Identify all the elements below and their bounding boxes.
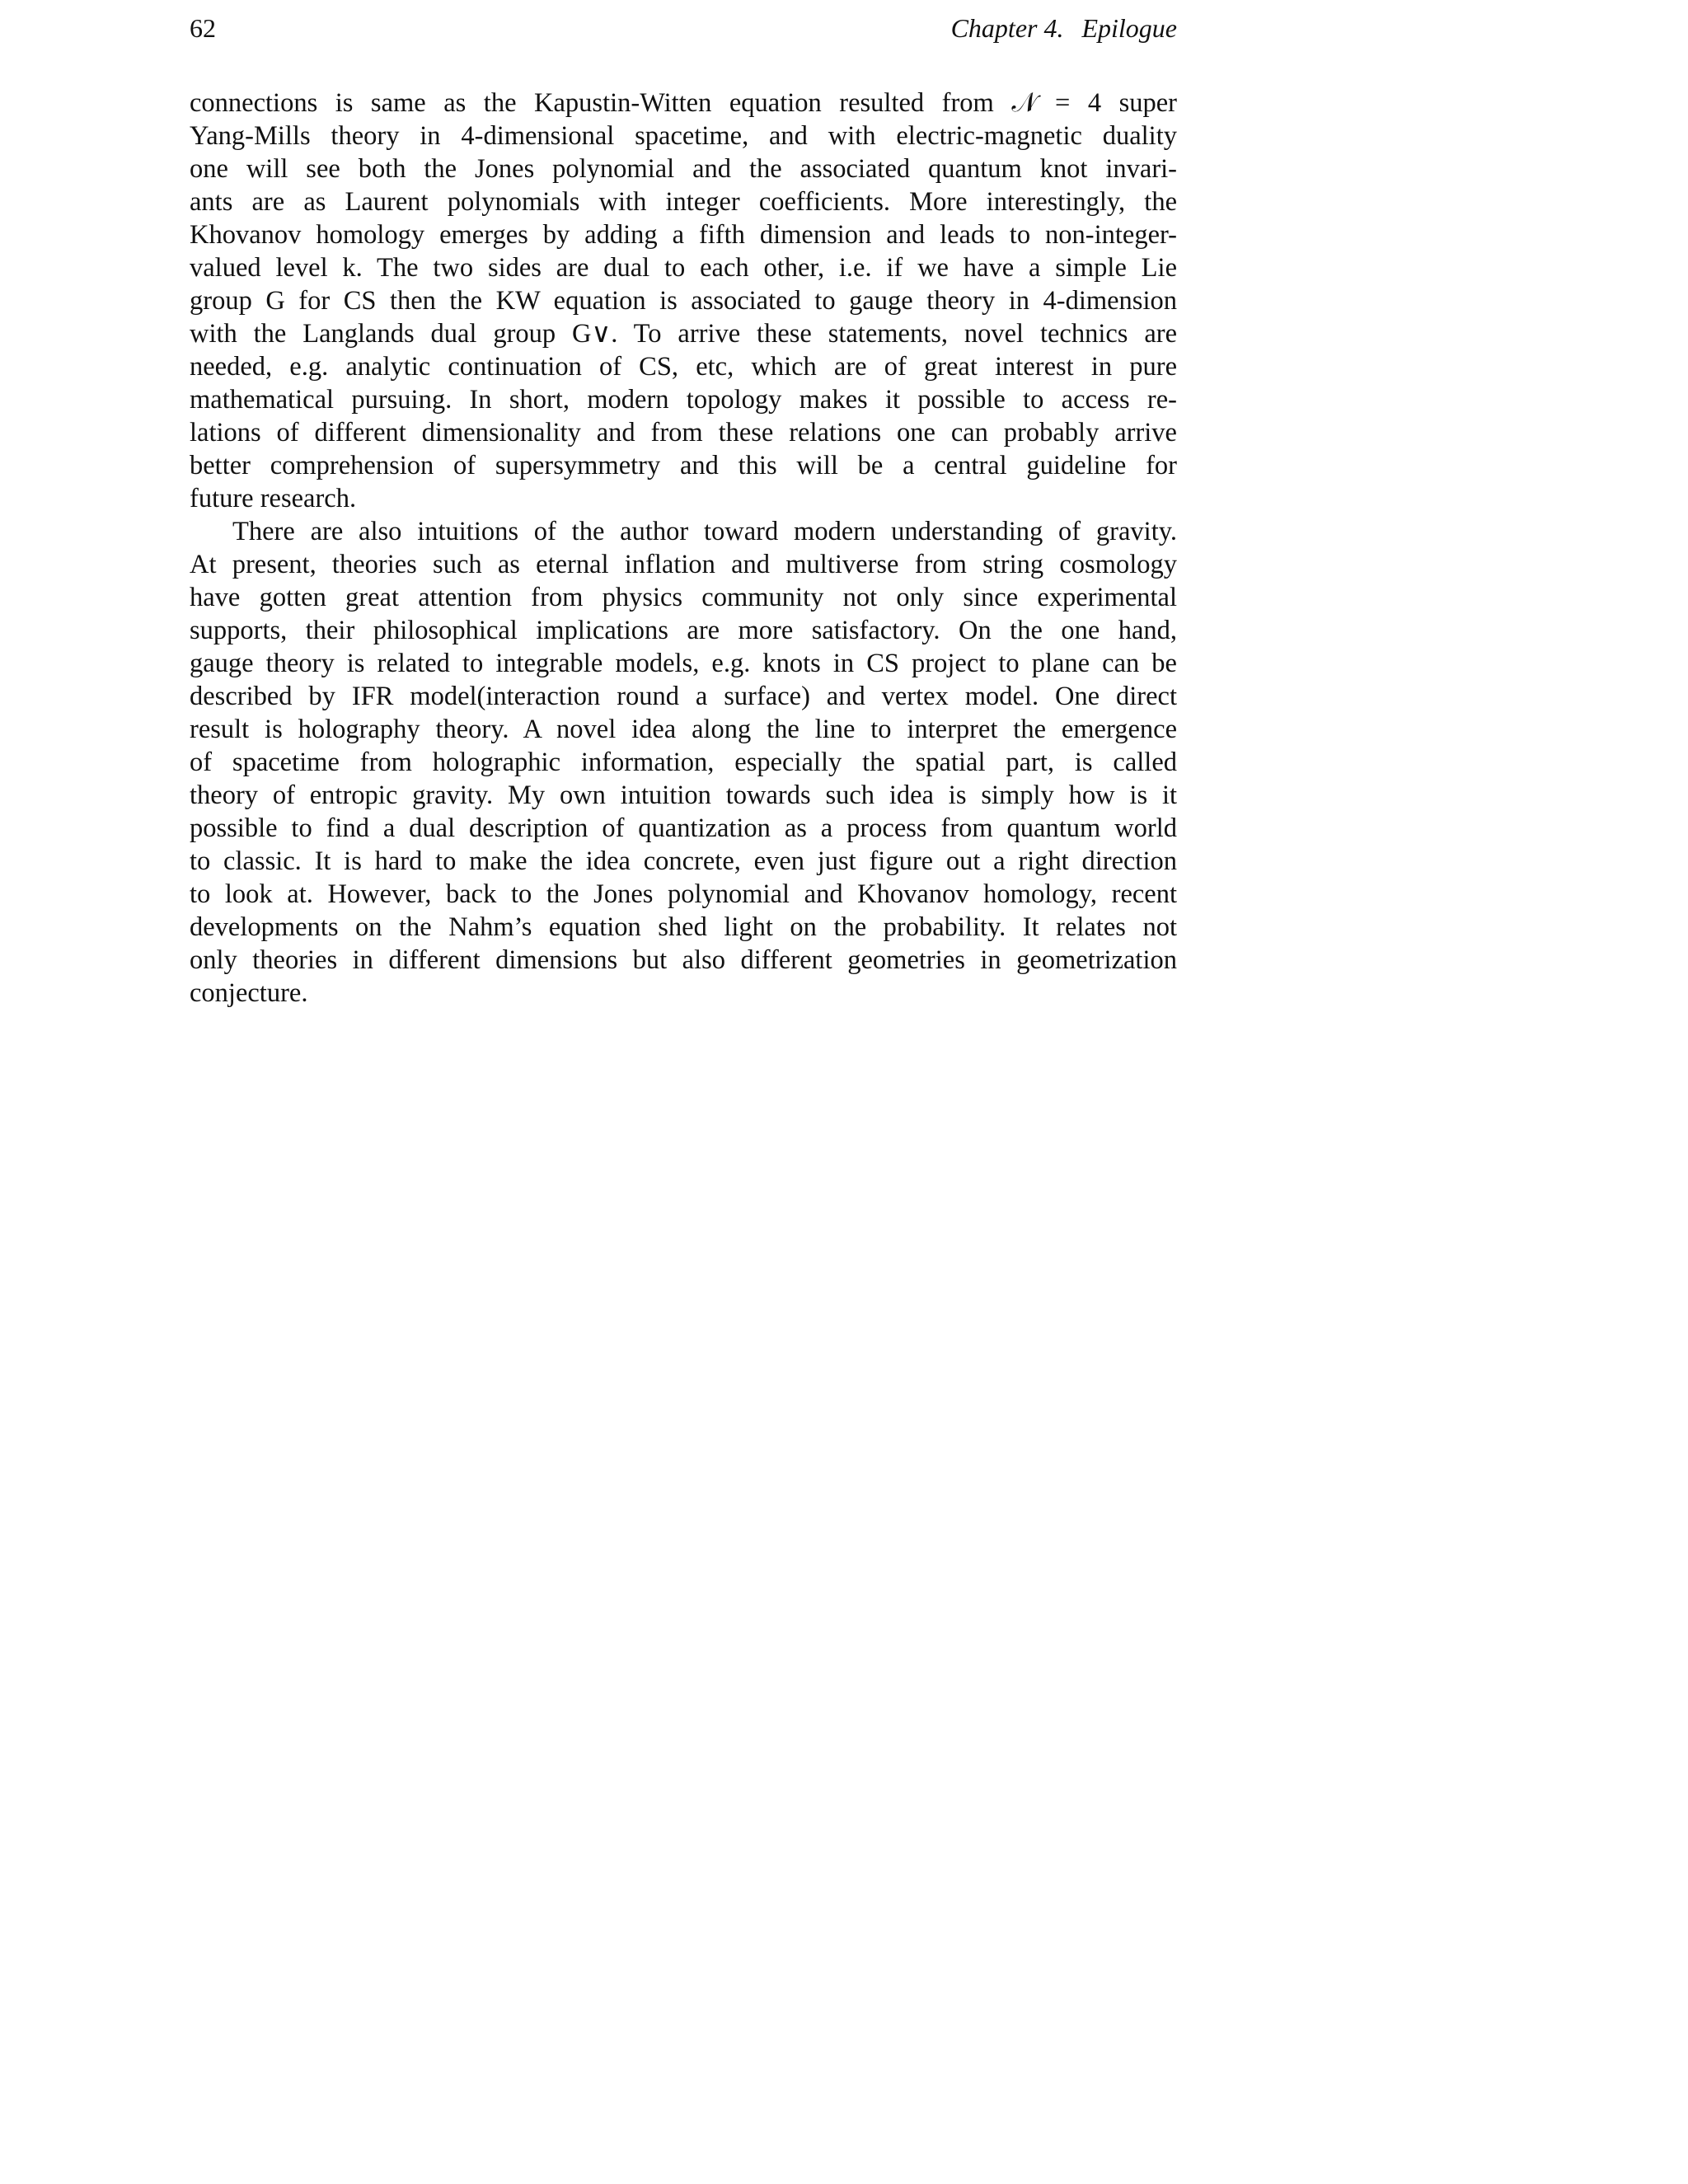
text-line: theory of entropic gravity. My own intuition towards such idea is simply how is it: [190, 780, 1177, 810]
text-line: future research.: [190, 484, 357, 513]
text-line: gauge theory is related to integrable models, e.g. knots in CS project to plane can be: [190, 649, 1177, 678]
text-line: needed, e.g. analytic continuation of CS, etc, which are of great interest in pure: [190, 352, 1177, 382]
running-head: [190, 8, 1177, 49]
text-line: conjecture.: [190, 978, 308, 1008]
text-line: one will see both the Jones polynomial and the associated quantum knot invari-: [190, 154, 1177, 184]
text-line: to classic. It is hard to make the idea concrete, even just figure out a right direction: [190, 846, 1177, 876]
chapter-heading: [951, 8, 1177, 48]
page-number: 62: [190, 13, 216, 43]
paragraph-1: [190, 87, 1177, 515]
text-line: Yang-Mills theory in 4-dimensional spacetime, and with electric-magnetic duality: [190, 121, 1177, 151]
text-line: valued level k. The two sides are dual to each other, i.e. if we have a simple Lie: [190, 253, 1177, 283]
text-line: mathematical pursuing. In short, modern topology makes it possible to access re-: [190, 385, 1177, 415]
text-line: There are also intuitions of the author toward modern understanding of gravity.: [232, 517, 1177, 546]
text-line: described by IFR model(interaction round a surface) and vertex model. One direct: [190, 682, 1177, 711]
text-line: to look at. However, back to the Jones polynomial and Khovanov homology, recent: [190, 879, 1177, 909]
paragraph-2: [190, 515, 1177, 1010]
text-line: At present, theories such as eternal inflation and multiverse from string cosmology: [190, 550, 1177, 579]
text-line: developments on the Nahm’s equation shed light on the probability. It relates not: [190, 912, 1177, 942]
text-line: ants are as Laurent polynomials with integer coefficients. More interestingly, the: [190, 187, 1177, 217]
text-line: have gotten great attention from physics community not only since experimental: [190, 583, 1177, 612]
text-line: only theories in different dimensions but also different geometries in geometrization: [190, 945, 1177, 975]
text-line: result is holography theory. A novel idea along the line to interpret the emergence: [190, 715, 1177, 744]
chapter-label: Chapter 4.: [950, 13, 1064, 43]
text-line: with the Langlands dual group G∨. To arrive these statements, novel technics are: [190, 319, 1177, 349]
text-line: supports, their philosophical implications are more satisfactory. On the one hand,: [190, 616, 1177, 645]
text-line: Khovanov homology emerges by adding a fifth dimension and leads to non-integer-: [190, 220, 1177, 250]
chapter-title: Epilogue: [1081, 13, 1177, 43]
body-text: [190, 87, 1177, 1010]
text-line: of spacetime from holographic information, especially the spatial part, is called: [190, 748, 1177, 777]
text-line: lations of different dimensionality and from these relations one can probably arrive: [190, 418, 1177, 448]
text-line: connections is same as the Kapustin-Witten equation resulted from 𝒩 = 4 super: [190, 88, 1177, 118]
text-line: better comprehension of supersymmetry and this will be a central guideline for: [190, 451, 1177, 480]
text-line: possible to find a dual description of quantization as a process from quantum world: [190, 813, 1177, 843]
text-line: group G for CS then the KW equation is associated to gauge theory in 4-dimension: [190, 286, 1177, 316]
